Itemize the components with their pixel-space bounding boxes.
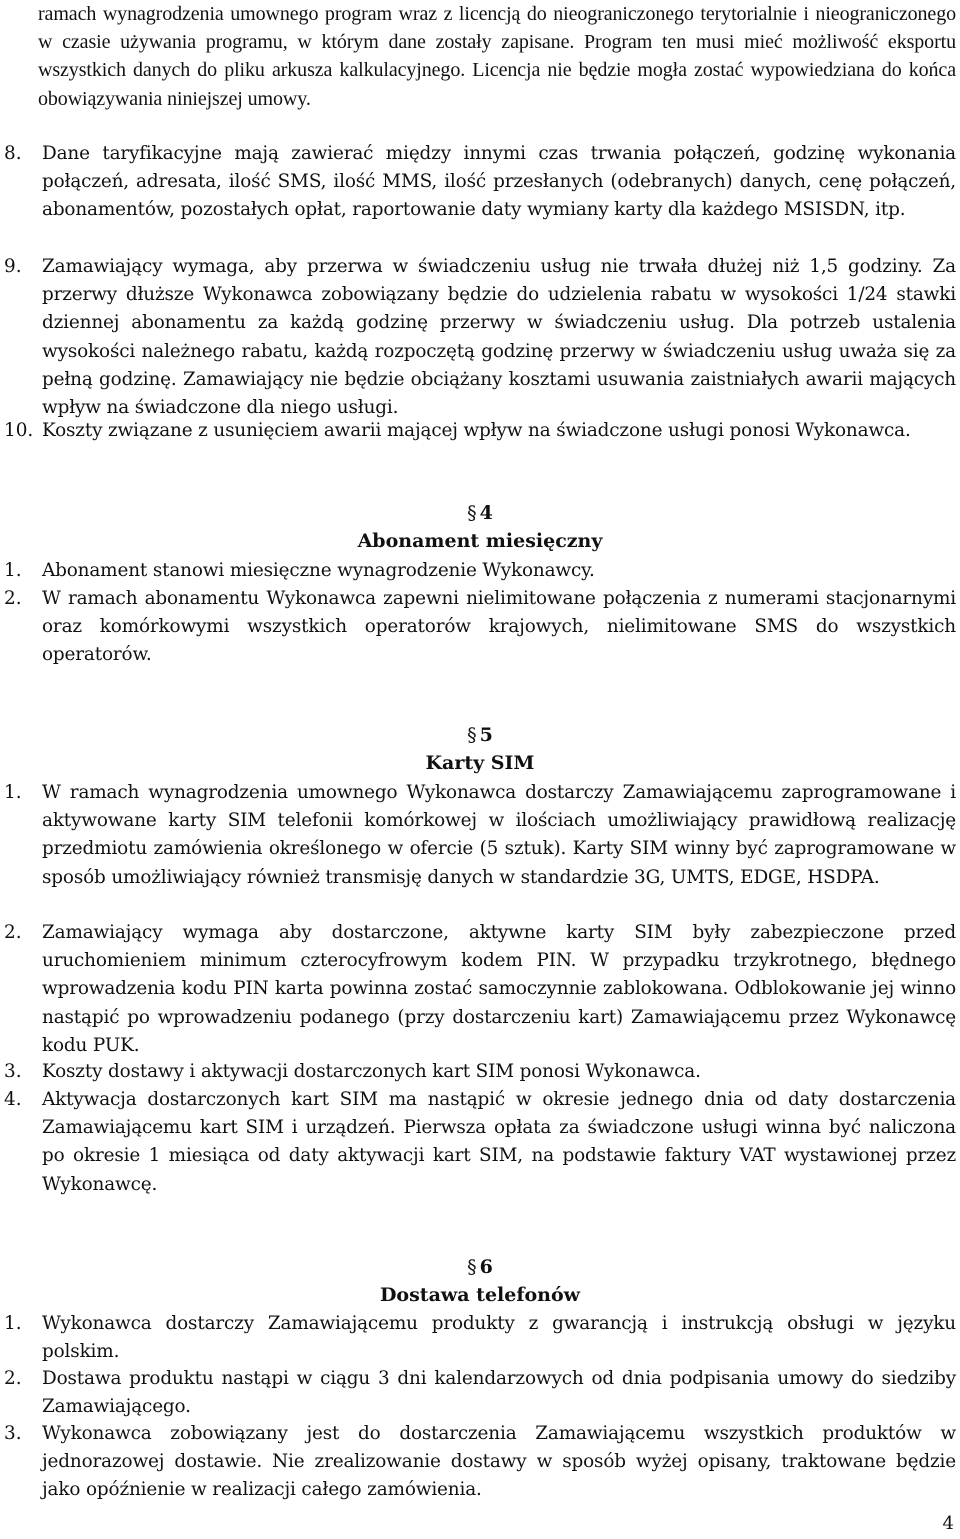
section-symbol: §	[467, 502, 477, 524]
list-item	[0, 1420, 956, 1505]
list-item	[0, 557, 956, 585]
section-title: Dostawa telefonów	[379, 1284, 581, 1306]
item-text: W ramach abonamentu Wykonawca zapewni nielimitowane połączenia z numerami stacjonarnymi oraz komórkowymi wszystkich operatorów krajowych, nielimitowane SMS do wszystkich operatorów.	[42, 588, 956, 666]
list-item	[0, 1310, 956, 1366]
section-number-value: 6	[479, 1256, 493, 1278]
item-number: 2.	[4, 1368, 22, 1389]
item-number: 1.	[4, 1313, 22, 1334]
item-number: 2.	[4, 922, 22, 943]
item-text: Wykonawca zobowiązany jest do dostarczenia Zamawiającemu wszystkich produktów w jednorazowej dostawie. Nie zrealizowanie dostawy w sposób wyżej opisany, traktowane będzie jako opóźnienie w realizacji całego zamówienia.	[42, 1423, 956, 1501]
item-number: 1.	[4, 782, 22, 803]
item-text: Wykonawca dostarczy Zamawiającemu produkty z gwarancją i instrukcją obsługi w języku polskim.	[42, 1313, 956, 1363]
list-item	[0, 585, 956, 670]
section-number-value: 5	[479, 724, 493, 746]
item-number: 2.	[4, 588, 22, 609]
item-text: Dostawa produktu nastąpi w ciągu 3 dni kalendarzowych od dnia podpisania umowy do siedziby Zamawiającego.	[42, 1368, 956, 1418]
item-number: 3.	[4, 1061, 22, 1082]
section-symbol: §	[467, 1256, 477, 1278]
section-symbol: §	[467, 724, 477, 746]
item-text: Zamawiający wymaga aby dostarczone, aktywne karty SIM były zabezpieczone przed uruchomieniem minimum czterocyfrowym kodem PIN. W przypadku trzykrotnego, błędnego wprowadzenia kodu PIN karta powinna zostać samoczynnie zablokowana. Odblokowanie jej winno nastąpić po wprowadzeniu podanego (przy dostarczeniu kart) Zamawiającemu przez Wykonawcę kodu PUK.	[42, 922, 956, 1056]
item-number: 9.	[4, 256, 22, 277]
list-item	[0, 779, 956, 892]
intro-paragraph: ramach wynagrodzenia umownego program wraz z licencją do nieograniczonego terytorialnie i nieograniczonego w czasie używania programu, w którym dane zostały zapisane. Program ten musi mieć możliwość eksportu wszystkich danych do pliku arkusza kalkulacyjnego. Licencja nie będzie mogła zostać wypowiedziana do końca obowiązywania niniejszej umowy.	[38, 3, 956, 110]
list-item	[0, 1365, 956, 1421]
item-text: Dane taryfikacyjne mają zawierać między innymi czas trwania połączeń, godzinę wykonania połączeń, adresata, ilość SMS, ilość MMS, ilość przesłanych (odebranych) danych, cenę połączeń, abonamentów, pozostałych opłat, raportowanie daty wymiany karty dla każdego MSISDN, itp.	[42, 143, 956, 221]
list-item	[0, 253, 956, 422]
list-item	[0, 140, 956, 225]
item-number: 10.	[4, 420, 34, 441]
item-text: Zamawiający wymaga, aby przerwa w świadczeniu usług nie trwała dłużej niż 1,5 godziny. Za przerwy dłuższe Wykonawca zobowiązany będzie do udzielenia rabatu w wysokości 1/24 stawki dziennej abonamentu za każdą godzinę przerwy w świadczeniu usług. Dla potrzeb ustalenia wysokości należnego rabatu, każdą rozpoczętą godzinę przerwy w świadczeniu usług uważa się za pełną godzinę. Zamawiający nie będzie obciążany kosztami usuwania zaistniałych awarii mających wpływ na świadczone dla niego usługi.	[42, 256, 956, 419]
list-item	[0, 919, 956, 1060]
list-item	[0, 1086, 956, 1199]
list-item	[0, 1058, 956, 1086]
section-title: Karty SIM	[425, 752, 535, 774]
section-number-value: 4	[479, 502, 493, 524]
item-text: W ramach wynagrodzenia umownego Wykonawca dostarczy Zamawiającemu zaprogramowane i aktywowane karty SIM telefonii komórkowej w ilościach umożliwiający prawidłową realizację przedmiotu zamówienia określonego w ofercie (5 sztuk). Karty SIM winny być zaprogramowane w sposób umożliwiający również transmisję danych w standardzie 3G, UMTS, EDGE, HSDPA.	[42, 782, 956, 888]
item-text: Abonament stanowi miesięczne wynagrodzenie Wykonawcy.	[42, 560, 595, 581]
list-item	[0, 417, 956, 445]
page-number: 4	[942, 1513, 954, 1534]
item-number: 8.	[4, 143, 22, 164]
section-title: Abonament miesięczny	[357, 530, 603, 552]
item-text: Koszty związane z usunięciem awarii mającej wpływ na świadczone usługi ponosi Wykonawca.	[42, 420, 911, 441]
section-number	[0, 722, 960, 748]
item-text: Aktywacja dostarczonych kart SIM ma nastąpić w okresie jednego dnia od daty dostarczenia Zamawiającemu kart SIM i urządzeń. Pierwsza opłata za świadczone usługi winna być naliczona po okresie 1 miesiąca od daty aktywacji kart SIM, na podstawie faktury VAT wystawionej przez Wykonawcę.	[42, 1089, 956, 1195]
item-text: Koszty dostawy i aktywacji dostarczonych kart SIM ponosi Wykonawca.	[42, 1061, 701, 1082]
section-number	[0, 1254, 960, 1280]
item-number: 4.	[4, 1089, 22, 1110]
item-number: 3.	[4, 1423, 22, 1444]
item-number: 1.	[4, 560, 22, 581]
section-number	[0, 500, 960, 526]
